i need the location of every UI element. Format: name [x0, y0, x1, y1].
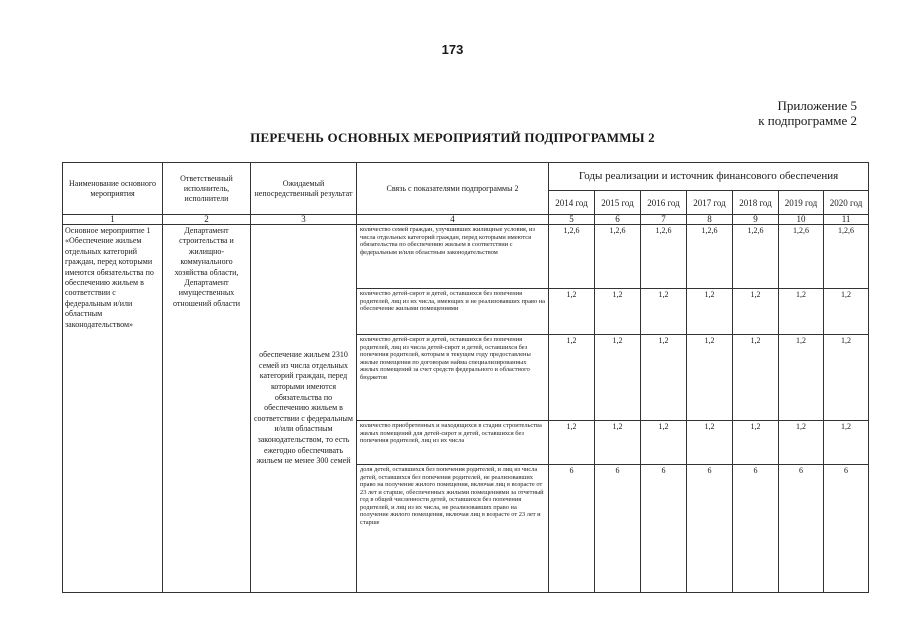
value-2018: 1,2: [733, 335, 779, 421]
col-number: 10: [779, 215, 824, 225]
value-2014: 1,2: [549, 421, 595, 465]
value-2020: 1,2,6: [824, 225, 869, 289]
col-number: 6: [595, 215, 641, 225]
indicator-text: количество семей граждан, улучшивших жилищные условия, из числа отдельных категорий граждан, перед которыми имеются обязательства по обеспечению жильем в соответствии с федеральным и/или областным законодательством: [357, 225, 549, 289]
value-2014: 1,2: [549, 289, 595, 335]
col-number: 5: [549, 215, 595, 225]
header-year-2016: 2016 год: [641, 191, 687, 215]
value-2019: 1,2: [779, 421, 824, 465]
value-2018: 1,2: [733, 421, 779, 465]
result-cell: обеспечение жильем 2310 семей из числа отдельных категорий граждан, перед которыми имеются обязательства по обеспечению жильем в соответствии с федеральным и/или областным законодательством, то есть ежегодно обеспечивать жильем не менее 300 семей: [251, 225, 357, 593]
indicator-text: количество детей-сирот и детей, оставшихся без попечения родителей, лиц из числа детей-сирот и детей, оставшихся без попечения родителей, которым в текущем году предоставлены жилые помещения по договорам найма специализированных жилых помещений за счет средств федерального и областного бюджетов: [357, 335, 549, 421]
events-table: [62, 162, 869, 593]
header-year-2019: 2019 год: [779, 191, 824, 215]
value-2018: 6: [733, 465, 779, 593]
value-2017: 1,2: [687, 289, 733, 335]
value-2016: 1,2: [641, 289, 687, 335]
appendix-line-2: к подпрограмме 2: [758, 113, 857, 128]
header-year-2015: 2015 год: [595, 191, 641, 215]
col-number: 9: [733, 215, 779, 225]
document-title: ПЕРЕЧЕНЬ ОСНОВНЫХ МЕРОПРИЯТИЙ ПОДПРОГРАММЫ 2: [250, 130, 655, 145]
header-year-2020: 2020 год: [824, 191, 869, 215]
value-2019: 1,2: [779, 289, 824, 335]
value-2014: 1,2,6: [549, 225, 595, 289]
value-2017: 6: [687, 465, 733, 593]
value-2016: 6: [641, 465, 687, 593]
col-number: 8: [687, 215, 733, 225]
col-number: 11: [824, 215, 869, 225]
value-2017: 1,2,6: [687, 225, 733, 289]
header-year-2014: 2014 год: [549, 191, 595, 215]
value-2016: 1,2: [641, 335, 687, 421]
value-2015: 1,2: [595, 421, 641, 465]
value-2020: 1,2: [824, 421, 869, 465]
appendix-line-1: Приложение 5: [777, 98, 857, 113]
value-2020: 6: [824, 465, 869, 593]
value-2018: 1,2: [733, 289, 779, 335]
value-2014: 6: [549, 465, 595, 593]
header-years-group: Годы реализации и источник финансового обеспечения: [549, 163, 869, 191]
header-event: Наименование основного мероприятия: [63, 163, 163, 215]
header-indicators: Связь с показателями подпрограммы 2: [357, 163, 549, 215]
value-2020: 1,2: [824, 289, 869, 335]
value-2015: 1,2,6: [595, 225, 641, 289]
header-year-2018: 2018 год: [733, 191, 779, 215]
col-number: 3: [251, 215, 357, 225]
page-number: 173: [441, 42, 464, 57]
value-2014: 1,2: [549, 335, 595, 421]
event-name-cell: Основное мероприятие 1 «Обеспечение жильем отдельных категорий граждан, перед которыми имеются обязательства по обеспечению жильем в соответствии с федеральным и/или областным законодательством»: [63, 225, 163, 593]
value-2015: 6: [595, 465, 641, 593]
indicator-text: количество приобретенных и находящихся в стадии строительства жилых помещений для детей-сирот и детей, оставшихся без попечения родителей, лиц из их числа: [357, 421, 549, 465]
appendix-label: [758, 98, 857, 128]
header-result: Ожидаемый непосредственный результат: [251, 163, 357, 215]
indicator-text: доля детей, оставшихся без попечения родителей, и лиц из числа детей, оставшихся без попечения родителей, не реализовавших право на получение жилого помещения, включая лиц в возрасте от 23 лет и старше, обеспеченных жилыми помещениями за отчетный год в общей численности детей, оставшихся без попечения родителей, и лиц из их числа, не реализовавших право на получение жилого помещения, включая лиц в возрасте от 23 лет и старше: [357, 465, 549, 593]
value-2015: 1,2: [595, 289, 641, 335]
col-number: 2: [163, 215, 251, 225]
col-number: 7: [641, 215, 687, 225]
header-executor: Ответственный исполнитель, исполнители: [163, 163, 251, 215]
executor-cell: Департамент строительства и жилищно-коммунального хозяйства области, Департамент имущественных отношений области: [163, 225, 251, 593]
indicator-text: количество детей-сирот и детей, оставшихся без попечения родителей, лиц из их числа, имеющих и не реализовавших право на обеспечение жилыми помещениями: [357, 289, 549, 335]
value-2019: 6: [779, 465, 824, 593]
value-2018: 1,2,6: [733, 225, 779, 289]
value-2016: 1,2,6: [641, 225, 687, 289]
value-2016: 1,2: [641, 421, 687, 465]
value-2019: 1,2: [779, 335, 824, 421]
value-2015: 1,2: [595, 335, 641, 421]
value-2017: 1,2: [687, 335, 733, 421]
header-year-2017: 2017 год: [687, 191, 733, 215]
col-number: 4: [357, 215, 549, 225]
value-2017: 1,2: [687, 421, 733, 465]
value-2020: 1,2: [824, 335, 869, 421]
col-number: 1: [63, 215, 163, 225]
value-2019: 1,2,6: [779, 225, 824, 289]
